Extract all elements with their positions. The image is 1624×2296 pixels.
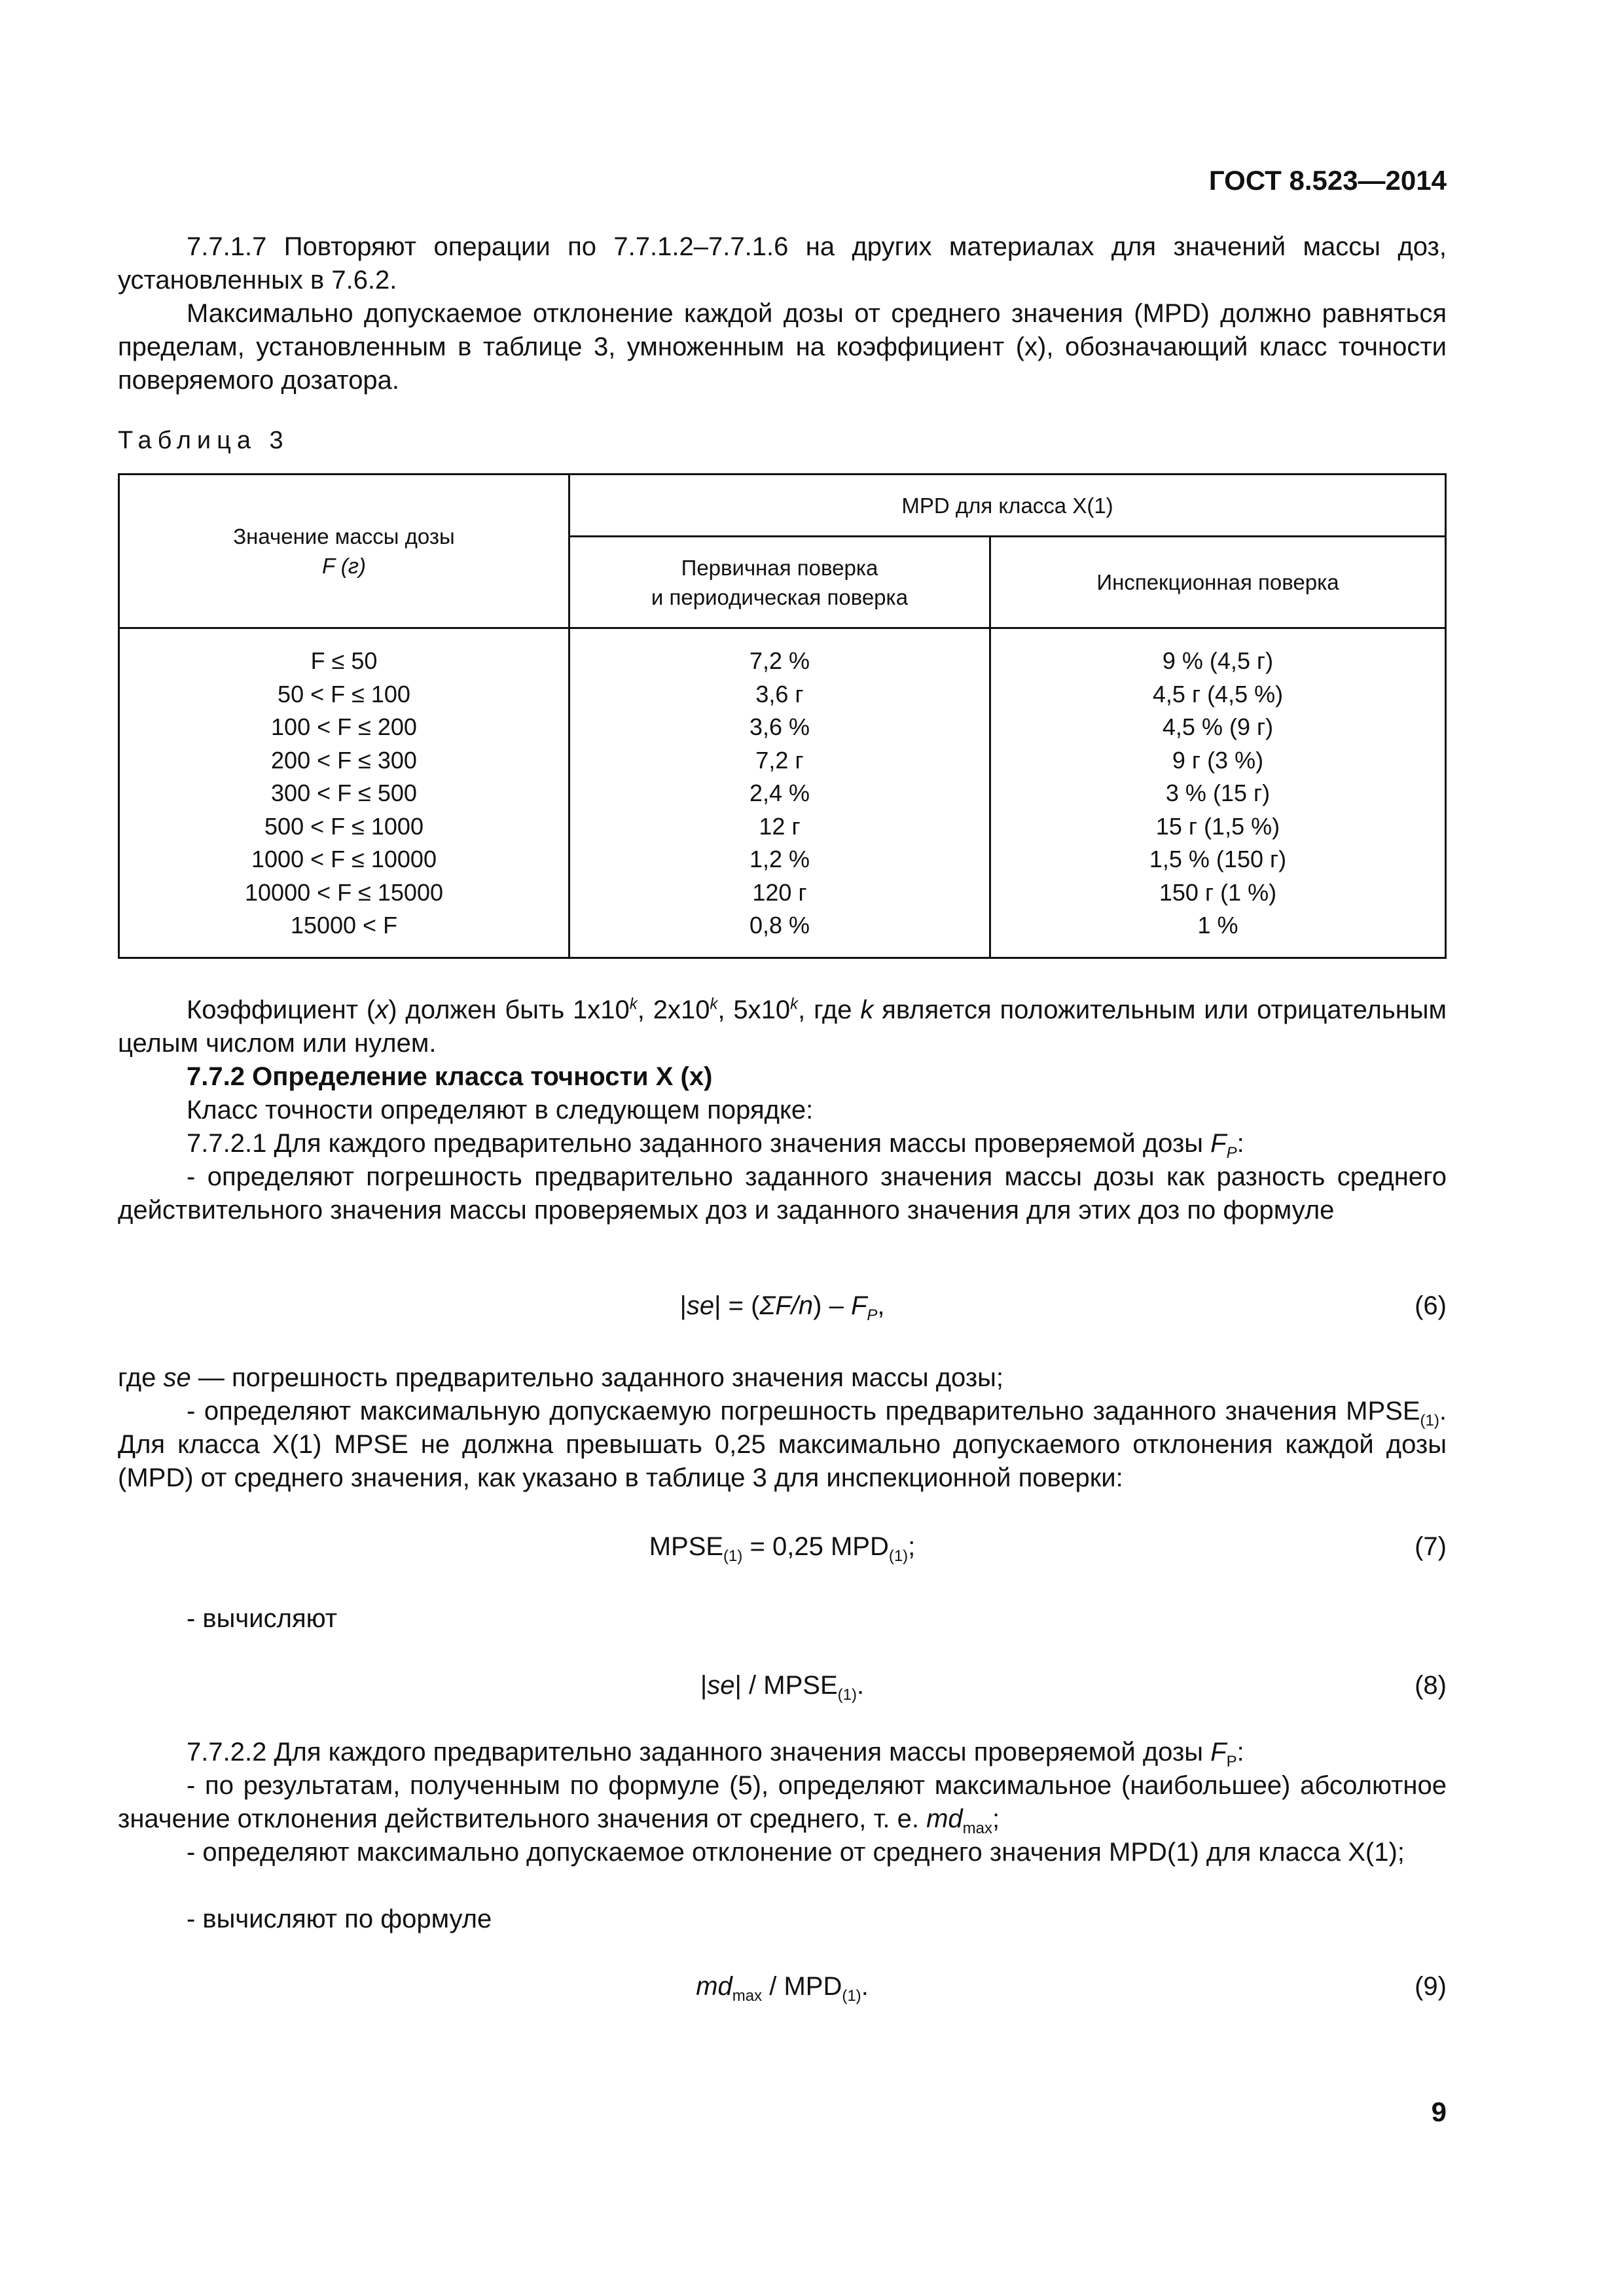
paragraph-7722: 7.7.2.2 Для каждого предварительно заданного значения массы проверяемой дозы $F_P$: [187, 1738, 1244, 1770]
table-cell: 7,2 % [749, 647, 810, 674]
column-primary-values [569, 628, 990, 958]
column-inspection-values [990, 628, 1446, 958]
equation-6-number: (6) [1415, 1291, 1447, 1320]
paragraph-compute: - вычисляют [187, 1604, 338, 1633]
equation-9-formula: $md_{max} / MPD_{(1)}$. [696, 1972, 869, 2005]
paragraph-7721: 7.7.2.1 Для каждого предварительно заданного значения массы проверяемой дозы $F_P$: [187, 1129, 1244, 1162]
document-id: ГОСТ 8.523—2014 [1208, 165, 1447, 196]
table-cell: 3,6 г [755, 680, 804, 708]
paragraph-mpd: Максимально допускаемое отклонение каждой дозы от среднего значения (MPD) должно равняться пределам, установленным в таблице 3, умноженным на коэффициент (х), обозначающий класс точности поверяемого дозатора. [118, 299, 1447, 395]
table-cell: 300 < F ≤ 500 [271, 780, 417, 806]
table-cell: 120 г [752, 878, 807, 906]
table-cell: 9 % (4,5 г) [1162, 647, 1274, 674]
table-cell: 50 < F ≤ 100 [278, 680, 410, 708]
equation-8-formula: $|se| / MPSE_{(1)}$. [700, 1671, 865, 1704]
col-header-inspection: Инспекционная поверка [990, 537, 1446, 628]
section-heading-772: 7.7.2 Определение класса точности X (x) [187, 1062, 713, 1091]
paragraph-dash-compute-formula: - вычисляют по формуле [187, 1905, 492, 1933]
table-cell: F ≤ 50 [310, 647, 378, 674]
table-cell: 0,8 % [749, 912, 810, 939]
table-cell: 9 г (3 %) [1172, 746, 1264, 774]
table-cell: 10000 < F ≤ 15000 [245, 878, 443, 906]
table-cell: 4,5 % (9 г) [1162, 713, 1274, 740]
paragraph-order: Класс точности определяют в следующем порядке: [187, 1096, 814, 1124]
table-cell: 200 < F ≤ 300 [271, 746, 417, 774]
table-cell: 3 % (15 г) [1165, 780, 1271, 806]
paragraph-dash-mpse: - определяют максимальную допускаемую погрешность предварительно заданного значения $MPSE_{(1)}$. Для класса X(1) MPSE не должна превышать 0,25 максимально допускаемого отклонения каждой дозы (MPD) от среднего значения, как указано в таблице 3 для инспекционной поверки: [118, 1397, 1447, 1492]
table-caption: Таблица 3 [118, 427, 289, 454]
paragraph-dash-error: - определяют погрешность предварительно заданного значения массы дозы как разность среднего действительного значения массы проверяемых доз и заданного значения для этих доз по формуле [118, 1162, 1447, 1225]
paragraph-7717: 7.7.1.7 Повторяют операции по 7.7.1.2–7.7.1.6 на других материалах для значений массы доз, установленных в 7.6.2. [118, 232, 1447, 295]
equation-7-number: (7) [1415, 1532, 1447, 1561]
column-mass-values [119, 628, 569, 958]
paragraph-dash-mpd-class: - определяют максимально допускаемое отклонение от среднего значения MPD(1) для класса X(1); [187, 1838, 1405, 1867]
table-cell: 15 г (1,5 %) [1155, 812, 1280, 840]
table-cell: 4,5 г (4,5 %) [1152, 680, 1284, 708]
table-cell: 3,6 % [749, 713, 810, 740]
page-number: 9 [1431, 2096, 1447, 2127]
equation-7-formula: $MPSE_{(1)} = 0,25$ $MPD_{(1)}$; [649, 1532, 916, 1565]
col-header-mass: Значение массы дозы F (г) [119, 475, 569, 628]
table-cell: 100 < F ≤ 200 [271, 713, 417, 740]
table-cell: 15000 < F [290, 912, 398, 939]
paragraph-coefficient: Коэффициент (x) должен быть 1x10$^k$, 2x10$^k$, 5x10$^k$, где k является положительным или отрицательным целым числом или нулем. [118, 995, 1447, 1058]
table-cell: 12 г [759, 812, 801, 840]
table-cell: 7,2 г [755, 746, 804, 774]
col-header-primary: Первичная поверка и периодическая поверка [569, 537, 990, 628]
group-header-mpd: MPD для класса X(1) [569, 475, 1446, 537]
paragraph-where-se: где se — погрешность предварительно заданного значения массы дозы; [118, 1363, 1004, 1392]
paragraph-dash-max-deviation: - по результатам, полученным по формуле (5), определяют максимальное (наибольшее) абсолютное значение отклонения действительного значения от среднего, т. е. $md_{max}$; [118, 1771, 1447, 1837]
document-page [118, 0, 1447, 2296]
table-cell: 150 г (1 %) [1159, 878, 1277, 906]
table-cell: 2,4 % [749, 780, 810, 806]
equation-9-number: (9) [1415, 1972, 1447, 2001]
table-cell: 1000 < F ≤ 10000 [251, 846, 437, 872]
table-cell: 1 % [1197, 912, 1238, 939]
table-cell: 1,5 % (150 г) [1149, 846, 1287, 872]
equation-8-number: (8) [1415, 1671, 1447, 1700]
equation-6-formula: $|se| = (\Sigma F/n) - F_P$, [679, 1291, 885, 1324]
table-3 [118, 473, 1447, 959]
table-cell: 500 < F ≤ 1000 [264, 812, 424, 840]
table-cell: 1,2 % [749, 846, 810, 872]
